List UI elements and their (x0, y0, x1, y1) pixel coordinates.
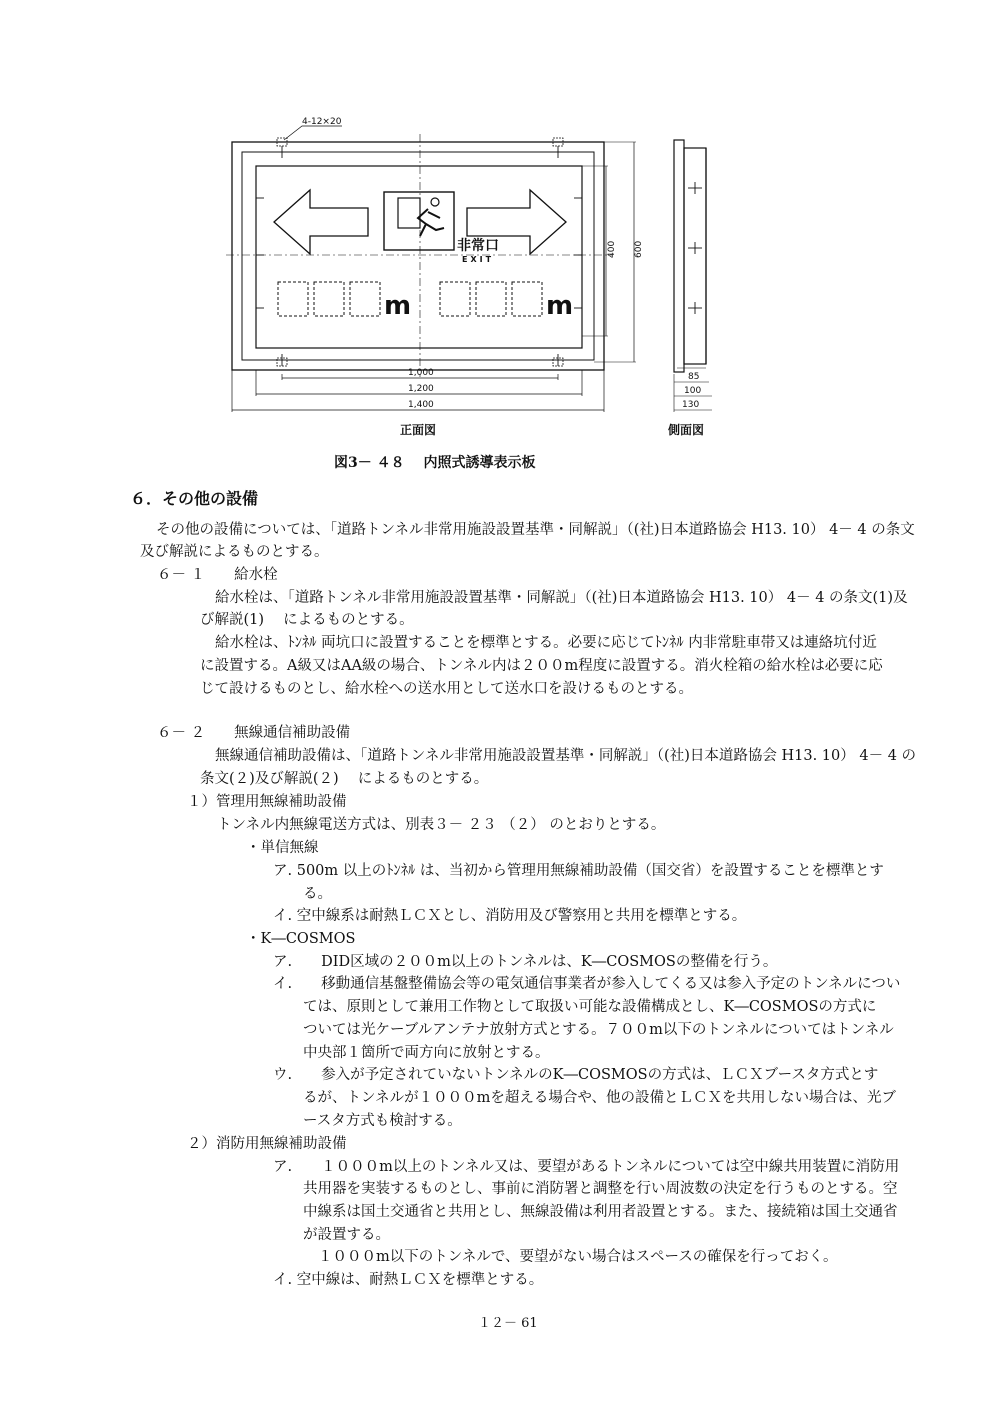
b2-item-i-line4: 中央部１箇所で両方向に放射とする。 (303, 1045, 550, 1061)
dim-85: 85 (688, 372, 700, 382)
s1-para1-line1: 給水栓は、「道路トンネル非常用施設設置基準・同解説」（(社)日本道路協会 H13. 10） 4－ 4 の条文(1)及 (215, 590, 908, 606)
side-view-body (674, 140, 684, 372)
s2-para1-line1: 無線通信補助設備は、「道路トンネル非常用施設設置基準・同解説」（(社)日本道路協会 H13. 10） 4－ 4 の (215, 748, 917, 764)
dim-1000: 1,000 (408, 368, 434, 378)
bullet-simplex-radio: ・単信無線 (246, 840, 319, 856)
unit-m-right: m (546, 291, 574, 321)
dim-600: 600 (634, 240, 644, 258)
sign-text-en: EXIT (462, 255, 495, 264)
subsubsection-1-title: １）管理用無線補助設備 (187, 794, 347, 810)
figure-guide-sign (222, 112, 722, 442)
sign-drawing (222, 112, 722, 442)
middle-frame (242, 152, 594, 360)
subsection-1-title: ６－ １ 給水栓 (157, 567, 278, 583)
b2-item-i-line1: イ. 移動通信基盤整備協会等の電気通信事業者が参入してくる又は参入予定のトンネルについ (273, 976, 901, 992)
c-item-a-line3: 中線系は国土交通省と共用とし、無線設備は利用者設置とする。また、接続箱は国土交通省 (303, 1204, 898, 1220)
s1-para1-line2: び解説(1) によるものとする。 (200, 612, 414, 628)
left-arrow-icon (274, 190, 368, 254)
bullet-k-cosmos: ・K―COSMOS (246, 931, 356, 947)
front-view-label: 正面図 (400, 423, 437, 437)
b1-item-i: イ. 空中線系は耐熱ＬＣＸとし、消防用及び警察用と共用を標準とする。 (273, 908, 747, 924)
b2-item-a: ア. DID区域の２００m以上のトンネルは、K―COSMOSの整備を行う。 (273, 954, 778, 970)
hole-label: 4-12×20 (302, 117, 342, 127)
page-number: １２－ 61 (478, 1316, 538, 1331)
b2-item-u-line2: るが、トンネルが１０００mを超える場合や、他の設備とＬＣＸを共用しない場合は、光ブ (303, 1090, 897, 1106)
sign-text-ja: 非常口 (457, 238, 499, 254)
dim-1200: 1,200 (408, 384, 434, 394)
subsubsection-2-title: ２）消防用無線補助設備 (187, 1136, 347, 1152)
exit-sign-box (384, 192, 454, 250)
c-item-a-line1: ア. １０００m以上のトンネル又は、要望があるトンネルについては空中線共用装置に消防用 (273, 1159, 900, 1175)
outer-frame (232, 142, 604, 370)
dim-400: 400 (607, 240, 617, 258)
subsection-2-title: ６－ ２ 無線通信補助設備 (157, 725, 351, 741)
c-item-a-line4: が設置する。 (303, 1227, 390, 1243)
c-item-a-line2: 共用器を実装するものとし、事前に消防署と調整を行い周波数の決定を行うものとする。空 (303, 1181, 898, 1197)
b2-item-u-line3: ースタ方式も検討する。 (303, 1113, 462, 1129)
c-item-a-line5: １０００m以下のトンネルで、要望がない場合はスペースの確保を行っておく。 (318, 1249, 838, 1265)
s1-para2-line2: に設置する。A級又はAA級の場合、トンネル内は２００m程度に設置する。消火栓箱の給水栓は必要に応 (200, 658, 883, 674)
unit-m-left: m (384, 291, 412, 321)
s2-para1-line2: 条文(２)及び解説(２) によるものとする。 (200, 771, 489, 787)
b2-item-i-line3: ついては光ケーブルアンテナ放射方式とする。７００m以下のトンネルについてはトンネル (303, 1022, 894, 1038)
ss1-para: トンネル内無線電送方式は、別表３－ ２３ （２） のとおりとする。 (217, 817, 666, 833)
intro-line-2: 及び解説によるものとする。 (140, 544, 329, 560)
b2-item-i-line2: ては、原則として兼用工作物として取扱い可能な設備構成とし、K―COSMOSの方式に (303, 999, 877, 1015)
c-item-i: イ. 空中線は、耐熱ＬＣＸを標準とする。 (273, 1272, 544, 1288)
intro-line-1: その他の設備については、「道路トンネル非常用施設設置基準・同解説」（(社)日本道路協会 H13. 10） 4－ 4 の条文 (156, 522, 915, 538)
b1-item-a-line1: ア. 500m 以上のﾄﾝﾈﾙ は、当初から管理用無線補助設備（国交省）を設置することを標準とす (273, 863, 884, 879)
b2-item-u-line1: ウ. 参入が予定されていないトンネルのK―COSMOSの方式は、ＬＣＸブースタ方式とす (273, 1067, 879, 1083)
b1-item-a-line2: る。 (303, 886, 332, 902)
dim-130: 130 (682, 400, 700, 410)
dim-100: 100 (684, 386, 702, 396)
section-heading: ６．その他の設備 (130, 489, 259, 508)
side-view-label: 側面図 (668, 423, 705, 437)
s1-para2-line3: じて設けるものとし、給水栓への送水用として送水口を設けるものとする。 (200, 681, 693, 697)
figure-caption: 図3－ ４８ 内照式誘導表示板 (334, 455, 536, 471)
dim-1400: 1,400 (408, 400, 434, 410)
s1-para2-line1: 給水栓は、ﾄﾝﾈﾙ 両坑口に設置することを標準とする。必要に応じてﾄﾝﾈﾙ 内非常駐車帯又は連絡坑付近 (215, 635, 877, 651)
